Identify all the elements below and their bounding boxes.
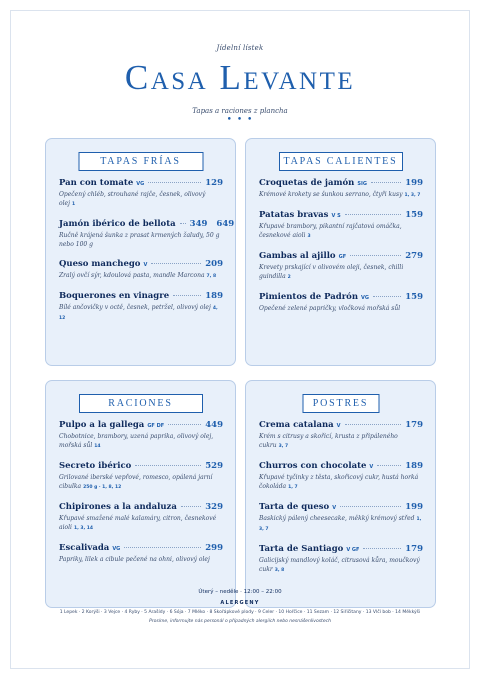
dish-name: Secreto ibérico (59, 461, 132, 471)
menu-item-row (259, 251, 423, 261)
dish-price: 209 (205, 259, 223, 269)
dish-description (59, 514, 223, 533)
dish-name: Queso manchego (59, 259, 141, 269)
dotted-leader (173, 295, 201, 296)
section-title: POSTRES (302, 394, 379, 413)
item-list (59, 178, 235, 333)
dish-name: Gambas al ajillo (259, 251, 336, 261)
dish-price: 159 (405, 292, 423, 302)
menu-item (59, 543, 223, 564)
dish-description (59, 190, 223, 209)
section-title: RACIONES (79, 394, 203, 413)
menu-item-row (259, 292, 423, 302)
dish-price: 299 (205, 543, 223, 553)
section-raciones (45, 380, 236, 608)
dish-name: Chipirones a la andaluza (59, 502, 177, 512)
allergen-codes: 250 g · 1, 8, 12 (83, 485, 122, 490)
menu-item (259, 292, 423, 313)
separator: · (253, 610, 259, 615)
dish-description (259, 432, 423, 451)
allergen-legend (20, 609, 460, 616)
menu-subtitle: Tapas a raciones z plancha (192, 107, 288, 115)
menu-header (0, 44, 480, 125)
allergen-codes: 1 (71, 202, 76, 207)
menu-item-row (59, 219, 235, 229)
dish-price: 159 (405, 210, 423, 220)
dish-name: Crema catalana (259, 420, 334, 430)
separator: · (77, 610, 82, 615)
allergen-entry: 2 Korýši (81, 610, 100, 615)
separator: · (329, 610, 334, 615)
allergen-entry: 3 Vejce (103, 610, 121, 615)
dish-description (259, 304, 423, 313)
allergen-codes: 3 (307, 234, 311, 239)
section-postres (245, 380, 436, 608)
menu-item (59, 219, 235, 249)
menu-item (59, 178, 223, 209)
dish-description-text: Opečené zelené papričky, vločková mořská sůl (259, 305, 401, 312)
menu-kicker: Jídelní lístek (216, 44, 264, 52)
dish-description (59, 231, 223, 249)
diet-tag: VG (361, 295, 370, 301)
menu-item (259, 502, 423, 534)
menu-item-row (59, 502, 223, 512)
menu-footer (0, 589, 480, 624)
separator: · (302, 610, 307, 615)
dish-price: 189 (205, 291, 223, 301)
allergen-codes: 1, 3, 14 (73, 526, 94, 531)
dish-name: Pan con tomate (59, 178, 134, 188)
menu-item-row (59, 461, 223, 471)
allergy-note: Prosíme, informujte nás personál o případných alergiích nebo nesnášenlivostech (149, 619, 331, 624)
dish-price: 349 (189, 219, 208, 229)
decorative-dots: • • • (226, 115, 254, 125)
allergen-entry: 6 Sója (169, 610, 184, 615)
menu-item (59, 502, 223, 533)
allergen-entry: 10 Hořčice (278, 610, 303, 615)
dotted-leader (340, 506, 401, 507)
diet-tag: V GF (346, 547, 360, 553)
separator: · (205, 610, 210, 615)
allergen-entry: 13 Vlčí bob (365, 610, 391, 615)
allergen-codes: 7, 8 (206, 274, 217, 279)
dish-price-large: 649 (216, 219, 235, 229)
diet-tag: V S (331, 213, 341, 219)
menu-item-row (259, 210, 423, 220)
diet-tag: V (369, 464, 374, 470)
allergen-entry: 9 Celer (258, 610, 275, 615)
menu-item-row (259, 420, 423, 430)
diet-tag: V (143, 262, 148, 268)
dotted-leader (151, 263, 201, 264)
dotted-leader (345, 424, 402, 425)
allergen-entry: 4 Ryby (124, 610, 140, 615)
allergen-entry: 5 Arašídy (144, 610, 166, 615)
separator: · (99, 610, 104, 615)
item-list (59, 420, 223, 574)
allergen-entry: 14 Měkkýši (395, 610, 421, 615)
opening-hours: Úterý – neděle · 12:00 – 22:00 (198, 589, 282, 595)
dish-name: Churros con chocolate (259, 461, 367, 471)
dotted-leader (363, 548, 401, 549)
dish-name: Croquetas de jamón (259, 178, 355, 188)
menu-item-row (259, 544, 423, 554)
menu-item (59, 420, 223, 451)
dish-price: 189 (405, 461, 423, 471)
allergen-codes: 3, 8 (274, 568, 285, 573)
menu-item (59, 461, 223, 492)
dish-price: 329 (205, 502, 223, 512)
dish-description-text: Ručně krájená šunka z prasat krmených žaludy, 50 g nebo 100 g (59, 232, 220, 248)
allergens-title: ALERGENY (220, 600, 260, 606)
dish-description-text: Chobotnice, brambory, uzená paprika, olivový olej, mořská sůl (59, 433, 214, 449)
separator: · (183, 610, 188, 615)
item-list (259, 420, 423, 585)
dish-description (59, 473, 223, 492)
restaurant-title: Casa Levante (124, 58, 356, 97)
dish-description (259, 190, 423, 200)
allergen-entry: 8 Skořápkové plody (209, 610, 254, 615)
dish-description-text: Křupavé smažené malé kalamáry, citron, česnekové aioli (59, 515, 217, 531)
diet-tag: VG (112, 546, 121, 552)
dish-description-text: Křupavé tyčinky z těsta, skořicový cukr, hustá horká čokoláda (259, 474, 419, 490)
menu-item-row (259, 461, 423, 471)
dish-name: Escalivada (59, 543, 110, 553)
section-title: TAPAS FRÍAS (78, 152, 203, 171)
dotted-leader (180, 223, 186, 224)
separator: · (390, 610, 396, 615)
separator: · (361, 610, 366, 615)
dish-description (259, 222, 423, 241)
allergen-codes: 1, 7 (288, 485, 298, 490)
dotted-leader (181, 506, 201, 507)
menu-item (259, 210, 423, 241)
menu-item-row (59, 178, 223, 188)
dish-description-text: Křupavé brambory, pikantní rajčatová omáčka, česnekové aioli (259, 223, 402, 239)
allergen-entry: 11 Sezam (306, 610, 330, 615)
diet-tag: GF DF (147, 423, 165, 429)
dotted-leader (148, 182, 201, 183)
menu-item-row (59, 291, 223, 301)
dish-name: Jamón ibérico de bellota (59, 219, 176, 229)
dish-description-text: Galicijský mandlový koláč, citrusová kůra, moučkový cukr (259, 557, 420, 573)
dotted-leader (135, 465, 201, 466)
dish-description (59, 271, 223, 281)
allergen-codes: 2 (287, 275, 291, 280)
section-title: TAPAS CALIENTES (279, 152, 403, 171)
menu-item-row (59, 543, 223, 553)
diet-tag: V (332, 505, 337, 511)
separator: · (274, 610, 279, 615)
diet-tag: V (336, 423, 341, 429)
dotted-leader (377, 465, 401, 466)
dish-price: 199 (405, 178, 423, 188)
dish-description-text: Bílé ančovičky v octě, česnek, petržel, olivový olej (59, 304, 211, 311)
menu-item (59, 259, 223, 281)
allergen-codes: 1, 3, 7 (404, 193, 421, 198)
menu-item-row (259, 502, 423, 512)
menu-item (259, 178, 423, 200)
dish-name: Pulpo a la gallega (59, 420, 145, 430)
diet-tag: GF (338, 254, 347, 260)
separator: · (165, 610, 170, 615)
section-tapas-frias (45, 138, 236, 366)
menu-item-row (259, 178, 423, 188)
menu-item (259, 251, 423, 282)
dish-description-text: Papriky, lilek a cibule pečené na ohni, olivový olej (59, 556, 210, 563)
dish-description (59, 432, 223, 451)
dish-description-text: Grilované iberské vepřové, romesco, opálená jarní cibulka (59, 474, 213, 490)
separator: · (120, 610, 125, 615)
allergen-entry: 7 Mléko (187, 610, 206, 615)
menu-item (259, 420, 423, 451)
menu-item (59, 291, 223, 323)
diet-tag: SIG (357, 181, 367, 187)
dotted-leader (371, 182, 401, 183)
separator: · (139, 610, 145, 615)
allergen-entry: 1 Lepek (59, 610, 78, 615)
dish-description-text: Baskický pálený cheesecake, měkký krémový střed (259, 515, 415, 522)
dotted-leader (168, 424, 201, 425)
dish-price: 199 (405, 502, 423, 512)
allergen-entry: 12 Siřičitany (333, 610, 362, 615)
dotted-leader (350, 255, 401, 256)
dish-price: 179 (405, 544, 423, 554)
dish-description-text: Krevety prskající v olivovém oleji, česnek, chilli guindilla (259, 264, 404, 280)
dish-description-text: Zralý ovčí sýr, kdoulová pasta, mandle Marcona (59, 272, 205, 279)
allergen-codes: 14 (94, 444, 101, 449)
dish-description (59, 303, 223, 323)
dish-description (259, 263, 423, 282)
item-list (259, 178, 423, 323)
dish-description-text: Opečený chléb, strouhané rajče, česnek, olivový olej (59, 191, 206, 207)
allergen-codes: 4, 12 (59, 306, 218, 321)
section-tapas-calientes (245, 138, 436, 366)
dish-description (259, 514, 423, 534)
menu-item-row (59, 420, 223, 430)
allergen-codes: 1, 3, 7 (259, 517, 422, 532)
diet-tag: VG (136, 181, 145, 187)
dish-name: Tarta de queso (259, 502, 330, 512)
dish-price: 179 (405, 420, 423, 430)
dish-name: Boquerones en vinagre (59, 291, 170, 301)
dotted-leader (124, 547, 201, 548)
dish-price: 279 (405, 251, 423, 261)
dish-name: Pimientos de Padrón (259, 292, 359, 302)
dish-price: 449 (205, 420, 223, 430)
dish-description (259, 556, 423, 575)
allergen-codes: 3, 7 (278, 444, 289, 449)
dish-description (259, 473, 423, 492)
dish-description-text: Krém s citrusy a skořicí, krusta z připáleného cukru (259, 433, 398, 449)
menu-item (259, 544, 423, 575)
dish-name: Tarta de Santiago (259, 544, 344, 554)
dish-price: 529 (205, 461, 223, 471)
menu-item (259, 461, 423, 492)
menu-item-row (59, 259, 223, 269)
dish-description (59, 555, 223, 564)
dotted-leader (373, 296, 401, 297)
dish-price: 129 (205, 178, 223, 188)
dish-name: Patatas bravas (259, 210, 329, 220)
dish-description-text: Krémové krokety se šunkou serrano, čtyři kusy (259, 191, 403, 198)
dotted-leader (345, 214, 402, 215)
